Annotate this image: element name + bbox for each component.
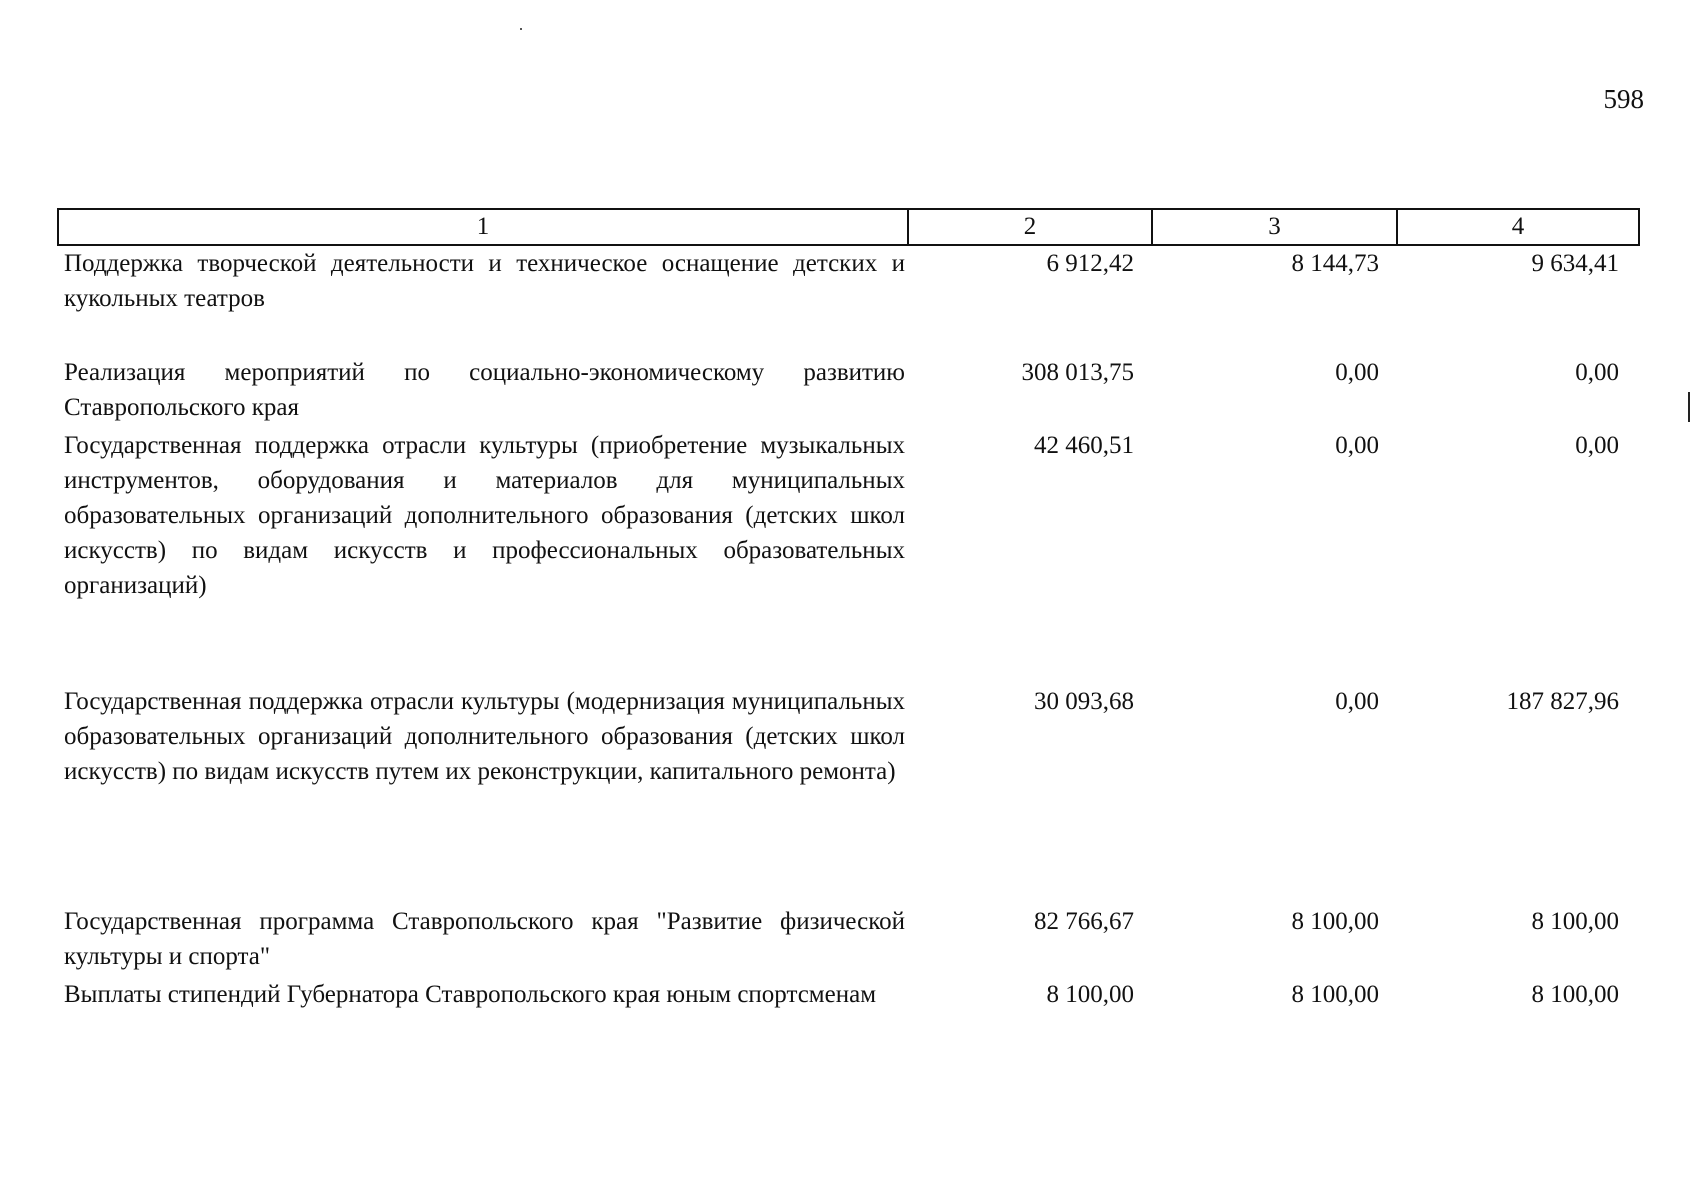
row-value-col-2: 30 093,68 bbox=[1034, 688, 1134, 715]
row-value-col-3: 8 100,00 bbox=[1291, 908, 1379, 935]
row-value-col-4: 9 634,41 bbox=[1531, 250, 1619, 277]
header-col-3: 3 bbox=[1152, 209, 1397, 245]
table-row bbox=[58, 245, 1639, 355]
row-value-col-3: 0,00 bbox=[1335, 359, 1379, 386]
table-body bbox=[58, 245, 1639, 1050]
row-value-col-2: 42 460,51 bbox=[1034, 432, 1134, 459]
table-row bbox=[58, 904, 1639, 977]
row-value-col-4: 0,00 bbox=[1575, 432, 1619, 459]
header-col-4: 4 bbox=[1397, 209, 1639, 245]
page-number: 598 bbox=[1603, 84, 1644, 114]
row-name: Государственная программа Ставропольского края "Развитие физической культуры и спорта" bbox=[64, 908, 905, 970]
row-name: Государственная поддержка отрасли культуры (приобретение музыкальных инструментов, оборудования и материалов для муниципальных образовательных организаций дополнительного образования (детских школ искусств) по видам искусств и профессиональных образовательных организаций) bbox=[64, 432, 905, 599]
row-name: Реализация мероприятий по социально-экономическому развитию Ставропольского края bbox=[64, 359, 905, 421]
header-col-2: 2 bbox=[908, 209, 1152, 245]
table-row bbox=[58, 684, 1639, 904]
row-name: Поддержка творческой деятельности и техническое оснащение детских и кукольных театров bbox=[64, 250, 905, 312]
budget-table bbox=[57, 208, 1640, 1050]
row-value-col-2: 8 100,00 bbox=[1046, 981, 1134, 1008]
row-value-col-3: 8 100,00 bbox=[1291, 981, 1379, 1008]
row-value-col-2: 308 013,75 bbox=[1021, 359, 1134, 386]
row-name: Выплаты стипендий Губернатора Ставропольского края юным спортсменам bbox=[64, 981, 877, 1008]
table-row bbox=[58, 428, 1639, 684]
table-header bbox=[58, 209, 1639, 245]
row-value-col-3: 0,00 bbox=[1335, 688, 1379, 715]
row-value-col-4: 8 100,00 bbox=[1531, 908, 1619, 935]
scan-speck bbox=[520, 28, 522, 30]
header-row bbox=[58, 209, 1639, 245]
row-value-col-4: 0,00 bbox=[1575, 359, 1619, 386]
row-value-col-3: 0,00 bbox=[1335, 432, 1379, 459]
row-value-col-4: 8 100,00 bbox=[1531, 981, 1619, 1008]
scan-margin-mark bbox=[1688, 392, 1690, 422]
row-value-col-3: 8 144,73 bbox=[1291, 250, 1379, 277]
row-name: Государственная поддержка отрасли культуры (модернизация муниципальных образовательных организаций дополнительного образования (детских школ искусств) по видам искусств путем их реконструкции, капитального ремонта) bbox=[64, 688, 905, 785]
row-value-col-2: 82 766,67 bbox=[1034, 908, 1134, 935]
row-value-col-4: 187 827,96 bbox=[1506, 688, 1619, 715]
table-row bbox=[58, 977, 1639, 1050]
table-row bbox=[58, 355, 1639, 428]
header-col-1: 1 bbox=[58, 209, 908, 245]
row-value-col-2: 6 912,42 bbox=[1046, 250, 1134, 277]
